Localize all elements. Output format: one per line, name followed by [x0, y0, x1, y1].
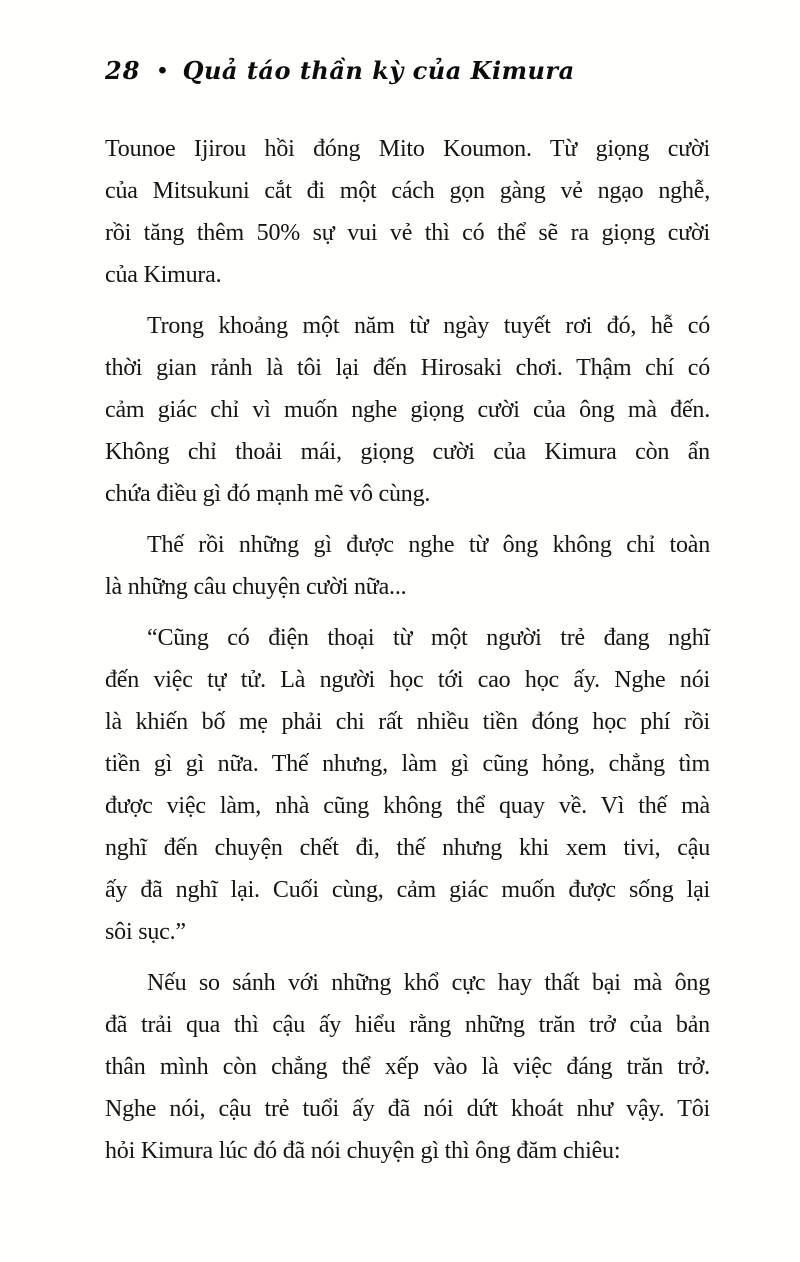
page-number: 28	[105, 56, 141, 85]
text-line: cảm giác chỉ vì muốn nghe giọng cười của ông mà đến.	[105, 397, 710, 423]
text-line: của Mitsukuni cắt đi một cách gọn gàng vẻ ngạo nghễ,	[105, 178, 710, 204]
book-title: Quả táo thần kỳ của Kimura	[182, 56, 575, 85]
text-line: là khiến bố mẹ phải chi rất nhiều tiền đóng học phí rồi	[105, 709, 710, 735]
paragraph	[105, 617, 710, 953]
text-line: đến việc tự tử. Là người học tới cao học ấy. Nghe nói	[105, 667, 710, 693]
text-line: chứa điều gì đó mạnh mẽ vô cùng.	[105, 481, 431, 507]
text-line: nghĩ đến chuyện chết đi, thế nhưng khi xem tivi, cậu	[105, 835, 710, 861]
text-line: Nghe nói, cậu trẻ tuổi ấy đã nói dứt khoát như vậy. Tôi	[105, 1096, 710, 1122]
paragraph	[105, 524, 710, 608]
text-line: “Cũng có điện thoại từ một người trẻ đang nghĩ	[147, 625, 710, 651]
text-line: Không chỉ thoải mái, giọng cười của Kimura còn ẩn	[105, 439, 710, 465]
text-line: Trong khoảng một năm từ ngày tuyết rơi đó, hễ có	[147, 313, 710, 339]
text-line: Thế rồi những gì được nghe từ ông không chỉ toàn	[147, 532, 710, 558]
text-line: Nếu so sánh với những khổ cực hay thất bại mà ông	[147, 970, 710, 996]
text-line: hỏi Kimura lúc đó đã nói chuyện gì thì ông đăm chiêu:	[105, 1138, 621, 1164]
paragraph	[105, 305, 710, 515]
text-line: đã trải qua thì cậu ấy hiểu rằng những trăn trở của bản	[105, 1012, 710, 1038]
text-line: thời gian rảnh là tôi lại đến Hirosaki chơi. Thậm chí có	[105, 355, 710, 381]
text-line: thân mình còn chẳng thể xếp vào là việc đáng trăn trở.	[105, 1054, 710, 1080]
text-line: ấy đã nghĩ lại. Cuối cùng, cảm giác muốn được sống lại	[105, 877, 710, 903]
text-line: của Kimura.	[105, 262, 222, 288]
text-line: được việc làm, nhà cũng không thể quay về. Vì thế mà	[105, 793, 710, 819]
text-line: rồi tăng thêm 50% sự vui vẻ thì có thể sẽ ra giọng cười	[105, 220, 710, 246]
text-line: Tounoe Ijirou hồi đóng Mito Koumon. Từ giọng cười	[105, 136, 710, 162]
bullet-separator-icon: •	[156, 60, 169, 82]
text-line: là những câu chuyện cười nữa...	[105, 574, 407, 600]
paragraph	[105, 962, 710, 1172]
paragraph	[105, 128, 710, 296]
text-line: sôi sục.”	[105, 919, 186, 945]
text-line: tiền gì gì nữa. Thế nhưng, làm gì cũng hỏng, chẳng tìm	[105, 751, 710, 777]
page-body-text	[105, 128, 710, 1181]
running-header	[105, 56, 575, 85]
